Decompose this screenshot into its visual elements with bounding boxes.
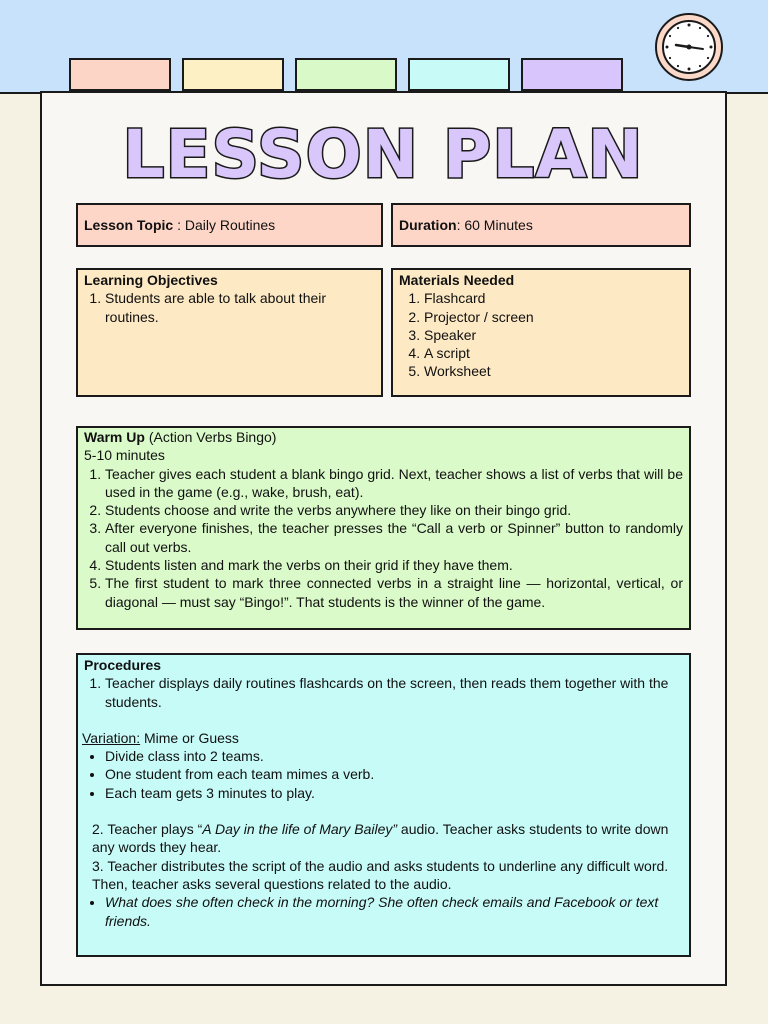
svg-text:LESSON PLAN: LESSON PLAN xyxy=(122,116,644,192)
learning-objectives-box xyxy=(76,268,383,397)
audio-title: A Day in the life of Mary Bailey” xyxy=(202,821,398,838)
lesson-topic-label: Lesson Topic xyxy=(84,216,174,233)
warm-up-step: 3. After everyone finishes, the teacher presses the “Call a verb or Spinner” button to randomly call out verbs. xyxy=(105,519,683,556)
wall-clock-icon xyxy=(654,12,724,82)
page-title xyxy=(40,112,727,192)
duration-value: 60 Minutes xyxy=(464,216,533,233)
warm-up-step: 4. Students listen and mark the verbs on their grid if they have them. xyxy=(105,556,683,574)
warm-up-heading: Warm Up xyxy=(84,429,145,445)
warm-up-step: 2. Students choose and write the verbs anywhere they like on their bingo grid. xyxy=(105,501,683,519)
material-item: 4. A script xyxy=(424,344,683,362)
procedures-heading: Procedures xyxy=(84,657,162,673)
duration-label: Duration xyxy=(399,216,457,233)
variation-item: • One student from each team mimes a verb. xyxy=(105,765,683,783)
color-tab-4 xyxy=(408,58,510,91)
variation-value: Mime or Guess xyxy=(140,729,239,746)
warm-up-box xyxy=(76,426,691,630)
material-item: 3. Speaker xyxy=(424,326,683,344)
duration-separator: : xyxy=(456,216,465,233)
variation-item: • Each team gets 3 minutes to play. xyxy=(105,784,683,802)
color-tab-5 xyxy=(521,58,623,91)
objective-item: 1. Students are able to talk about their routines. xyxy=(105,289,375,326)
duration-box xyxy=(391,203,691,247)
procedure-step-1: 1. Teacher displays daily routines flashcards on the screen, then reads them together with the students. xyxy=(105,674,683,711)
learning-objectives-heading: Learning Objectives xyxy=(84,272,218,288)
material-item: 1. Flashcard xyxy=(424,289,683,307)
material-item: 2. Projector / screen xyxy=(424,308,683,326)
procedure-step-3: 3. Teacher distributes the script of the audio and asks students to underline any difficult word. Then, teacher asks several questions related to the audio. xyxy=(92,857,669,892)
procedure-step-2 xyxy=(82,820,683,857)
discussion-question: • What does she often check in the morning? She often check emails and Facebook or text friends. xyxy=(105,893,683,930)
procedures-box xyxy=(76,653,691,957)
variation-item: • Divide class into 2 teams. xyxy=(105,747,683,765)
procedure-step-2-prefix: 2. Teacher plays “ xyxy=(92,821,203,838)
color-tab-3 xyxy=(295,58,397,91)
color-tab-2 xyxy=(182,58,284,91)
warm-up-step: 5. The first student to mark three connected verbs in a straight line — horizontal, vertical, or diagonal — must say “Bingo!”. That students is the winner of the game. xyxy=(105,574,683,611)
warm-up-time: 5-10 minutes xyxy=(84,447,165,464)
materials-needed-heading: Materials Needed xyxy=(399,272,515,288)
lesson-topic-separator: : xyxy=(173,216,185,233)
color-tab-1 xyxy=(69,58,171,91)
lesson-topic-value: Daily Routines xyxy=(184,216,276,233)
warm-up-subtitle: (Action Verbs Bingo) xyxy=(144,429,277,445)
warm-up-step: 1. Teacher gives each student a blank bingo grid. Next, teacher shows a list of verbs that will be used in the game (e.g., wake, brush, eat). xyxy=(105,465,683,502)
variation-label: Variation: xyxy=(82,729,141,746)
procedure-step-2-suffix: audio. Teacher asks students to write down any words they hear. xyxy=(92,821,669,856)
material-item: 5. Worksheet xyxy=(424,362,683,380)
lesson-topic-box xyxy=(76,203,383,247)
materials-needed-box xyxy=(391,268,691,397)
